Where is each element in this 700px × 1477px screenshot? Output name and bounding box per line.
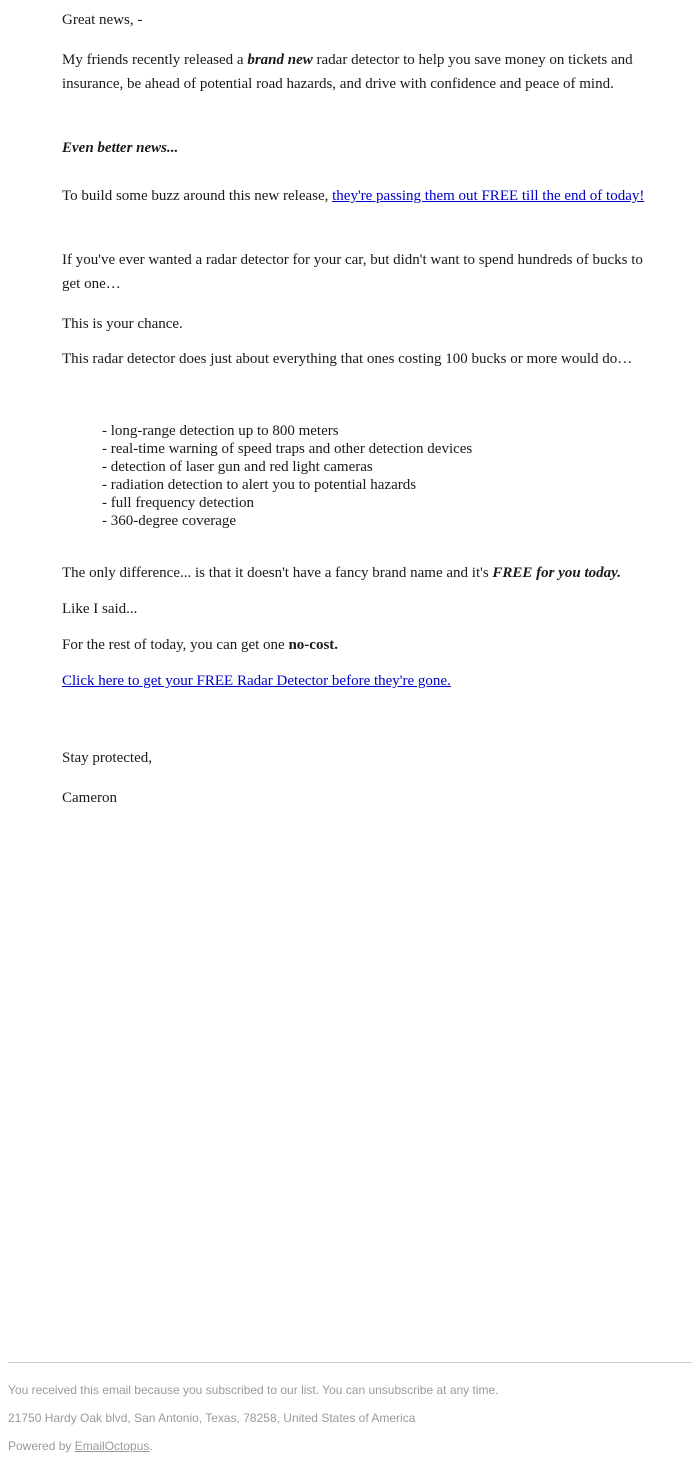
rest-of-today-paragraph: For the rest of today, you can get one no-cost. — [62, 637, 339, 653]
feature-item: - full frequency detection — [102, 495, 255, 511]
emailoctopus-link[interactable]: EmailOctopus — [74, 1439, 150, 1453]
signoff: Stay protected, — [62, 750, 152, 766]
intro-paragraph: My friends recently released a brand new radar detector to help you save money on tickets and insurance, be ahead of potential road hazards, and drive with confidence and peace of mind. — [62, 52, 633, 92]
feature-item: - long-range detection up to 800 meters — [102, 423, 339, 439]
feature-item: - real-time warning of speed traps and other detection devices — [102, 441, 473, 457]
cta-paragraph — [62, 669, 451, 693]
your-chance-paragraph: This is your chance. — [62, 316, 183, 332]
difference-paragraph: The only difference... is that it doesn't have a fancy brand name and it's FREE for you today. — [62, 565, 622, 581]
footer-address: 21750 Hardy Oak blvd, San Antonio, Texas, 78258, United States of America — [8, 1411, 416, 1425]
buzz-paragraph: To build some buzz around this new release, they're passing them out FREE till the end of today! — [62, 188, 645, 204]
no-cost-emphasis: no-cost. — [288, 637, 339, 653]
footer-powered-by: Powered by EmailOctopus. — [8, 1439, 153, 1453]
ever-wanted-paragraph: If you've ever wanted a radar detector for your car, but didn't want to spend hundreds of bucks to get one… — [62, 252, 643, 292]
feature-item: - 360-degree coverage — [102, 513, 237, 529]
feature-item: - detection of laser gun and red light cameras — [102, 459, 373, 475]
like-i-said-paragraph: Like I said... — [62, 601, 138, 617]
feature-list — [62, 422, 662, 530]
intro-emphasis: brand new — [247, 52, 313, 68]
email-footer — [8, 1362, 692, 1453]
greeting: Great news, - — [62, 12, 143, 28]
even-better-heading: Even better news... — [62, 140, 179, 156]
does-everything-paragraph: This radar detector does just about everything that ones costing 100 bucks or more would do… — [62, 351, 633, 367]
signature: Cameron — [62, 790, 117, 806]
cta-link[interactable]: Click here to get your FREE Radar Detector before they're gone. — [62, 673, 451, 689]
free-today-emphasis: FREE for you today. — [492, 565, 622, 581]
footer-subscribed-note: You received this email because you subscribed to our list. You can unsubscribe at any time. — [8, 1383, 499, 1397]
free-offer-link[interactable]: they're passing them out FREE till the end of today! — [332, 188, 645, 204]
feature-item: - radiation detection to alert you to potential hazards — [102, 477, 417, 493]
